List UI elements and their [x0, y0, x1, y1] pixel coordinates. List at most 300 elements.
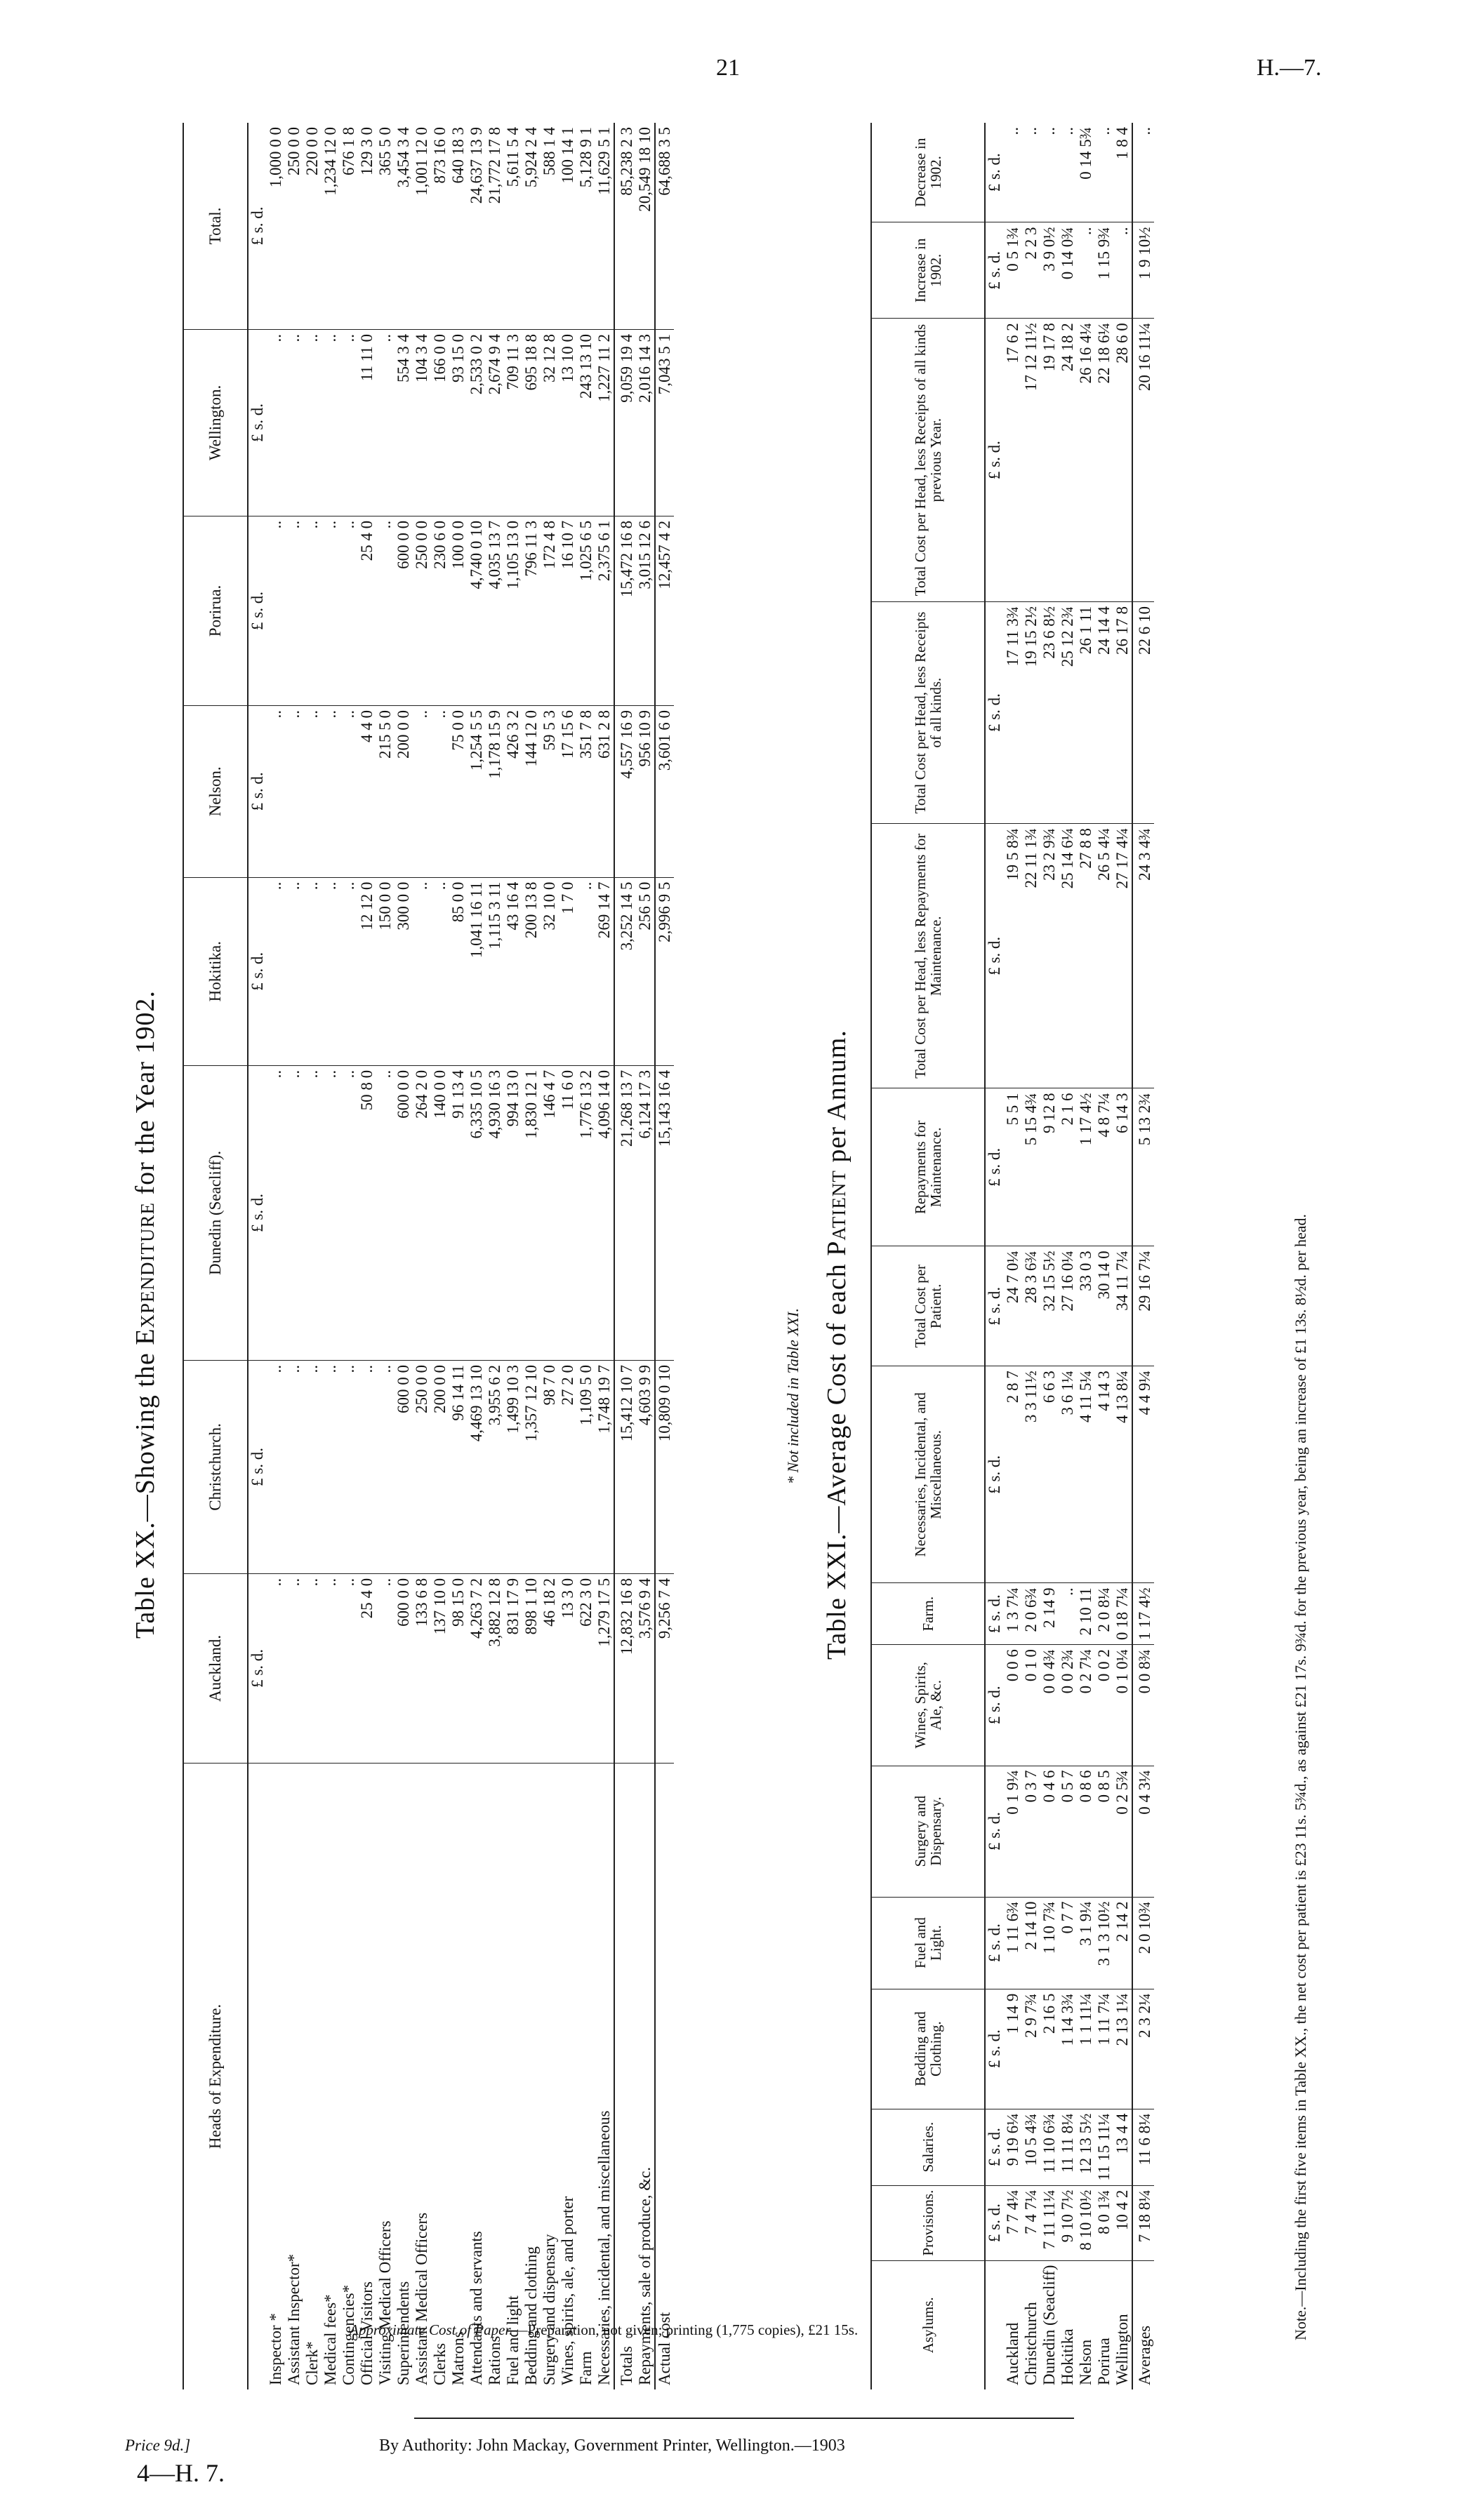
table-cell: 7 7 4¼ [1004, 2185, 1022, 2260]
table-cell: 9 10 7½ [1059, 2185, 1077, 2260]
table-cell: 640 18 3 [449, 123, 468, 329]
row-label: Dunedin (Seacliff) [1040, 2265, 1058, 2385]
table-cell: 146 4 7 [541, 1065, 559, 1360]
table-cell: 11 15 11¼ [1095, 2109, 1113, 2185]
table-cell: 6 14 3 [1113, 1088, 1132, 1246]
footer-reference: 4—H. 7. [137, 2459, 225, 2487]
column-header: Total Cost per Patient. [871, 1246, 985, 1366]
table-cell: 365 5 0 [376, 123, 395, 329]
table-cell: 831 17 9 [504, 1573, 522, 1763]
table-cell: 140 0 0 [431, 1065, 449, 1360]
table-cell: 4 4 9¼ [1132, 1366, 1154, 1583]
table-cell: 0 5 7 [1059, 1766, 1077, 1897]
table-cell: 200 0 0 [431, 1360, 449, 1573]
table-row [267, 123, 285, 2389]
table-cell: 6 6 3 [1040, 1366, 1059, 1583]
row-label: Christchurch [1022, 2302, 1040, 2385]
table-cell: 2 13 1¼ [1113, 1989, 1132, 2109]
table-cell: .. [267, 516, 285, 705]
table-cell: 2,016 14 3 [636, 329, 655, 516]
table-cell: 300 0 0 [395, 877, 413, 1065]
table-cell: .. [322, 877, 340, 1065]
table20-footnote: * Not included in Table XXI. [784, 1308, 802, 1484]
column-header: Hokitika. [183, 877, 248, 1065]
table-cell: 250 0 0 [413, 1360, 431, 1573]
table-cell: .. [285, 1573, 303, 1763]
table-cell: 24 14 4 [1095, 602, 1113, 824]
row-label: Necessaries, incidental, and miscellaneous [595, 2110, 613, 2385]
table-cell: .. [285, 329, 303, 516]
table-cell: 12 12 0 [358, 877, 376, 1065]
row-label: Contingencies* [340, 2284, 357, 2385]
row-label: Bedding and clothing [522, 2246, 540, 2385]
table-cell: 1,115 3 11 [486, 877, 504, 1065]
table-row [577, 123, 595, 2389]
table-row [322, 123, 340, 2389]
unit-label [248, 1763, 267, 2389]
table-cell: 796 11 3 [522, 516, 541, 705]
table-cell: 4 11 5¼ [1077, 1366, 1095, 1583]
table-cell: .. [303, 877, 322, 1065]
table-cell: 91 13 4 [449, 1065, 468, 1360]
table-row [522, 123, 541, 2389]
table-row [1040, 123, 1059, 2389]
table-cell: 1,105 13 0 [504, 516, 522, 705]
table-row [285, 123, 303, 2389]
table-cell: 622 3 0 [577, 1573, 595, 1763]
table-cell: 17 11 3¾ [1004, 602, 1022, 824]
table-cell: 0 0 8¾ [1132, 1645, 1154, 1766]
table-cell: 243 13 10 [577, 329, 595, 516]
unit-label: £ s. d. [985, 1583, 1004, 1645]
table-cell: .. [376, 1065, 395, 1360]
table-cell: 19 5 8¾ [1004, 824, 1022, 1088]
table-cell: 2 0 8¼ [1095, 1583, 1113, 1645]
table-cell: 0 1 0¼ [1113, 1645, 1132, 1766]
unit-label: £ s. d. [985, 1645, 1004, 1766]
table-cell: 23 2 9¾ [1040, 824, 1059, 1088]
table-cell: 2,996 9 5 [655, 877, 674, 1065]
unit-label [985, 2260, 1004, 2389]
table-row [449, 123, 468, 2389]
table-cell: .. [340, 877, 358, 1065]
table-cell: 3 1 9¼ [1077, 1897, 1095, 1989]
row-label: Auckland [1004, 2322, 1021, 2385]
table-cell: 1,254 5 5 [468, 706, 486, 878]
row-label: Nelson [1077, 2339, 1094, 2385]
table-cell: 21,268 13 7 [614, 1065, 636, 1360]
table-cell: 200 13 8 [522, 877, 541, 1065]
table-cell: .. [303, 1360, 322, 1573]
unit-label: £ s. d. [248, 1360, 267, 1573]
row-label: Repayments, sale of produce, &c. [636, 2166, 654, 2385]
row-label: Visiting Medical Officers [376, 2220, 394, 2385]
unit-label: £ s. d. [248, 1573, 267, 1763]
page-reference: H.—7. [1257, 55, 1322, 81]
table-cell: 2 9 7¾ [1022, 1989, 1040, 2109]
table-cell: 1,234 12 0 [322, 123, 340, 329]
table-cell: 34 11 7¼ [1113, 1246, 1132, 1366]
unit-label: £ s. d. [248, 1065, 267, 1360]
row-label: Attendants and servants [468, 2231, 485, 2385]
table-cell: 1 10 7¾ [1040, 1897, 1059, 1989]
unit-label: £ s. d. [985, 1246, 1004, 1366]
table-cell: .. [303, 1065, 322, 1360]
table-cell: 600 0 0 [395, 516, 413, 705]
table-cell: 5 13 2¾ [1132, 1088, 1154, 1246]
table-cell: 98 7 0 [541, 1360, 559, 1573]
column-header: Christchurch. [183, 1360, 248, 1573]
row-label: Fuel and light [504, 2295, 522, 2385]
table-cell: 695 18 8 [522, 329, 541, 516]
table-cell: 85,238 2 3 [614, 123, 636, 329]
table-cell: 3 1 3 10½ [1095, 1897, 1113, 1989]
table-cell: 1,001 12 0 [413, 123, 431, 329]
unit-label: £ s. d. [248, 123, 267, 329]
table-cell: 3 9 0½ [1040, 222, 1059, 319]
table-cell: .. [376, 1360, 395, 1573]
table-cell: 2 0 10¾ [1132, 1897, 1154, 1989]
table-cell: .. [376, 329, 395, 516]
table-row [1004, 123, 1022, 2389]
table-cell: 15,143 16 4 [655, 1065, 674, 1360]
table20-title: Table XX.—Showing the Expenditure for the Year 1902. [131, 990, 160, 1639]
table-cell: 5 5 1 [1004, 1088, 1022, 1246]
table-cell: 4,740 0 10 [468, 516, 486, 705]
table-cell: 2 0 6¾ [1022, 1583, 1040, 1645]
table-cell: 104 3 4 [413, 329, 431, 516]
paper-cost: Approximate Cost of Paper.—Preparation, not given; printing (1,775 copies), £21 15s. [350, 2321, 859, 2338]
table-cell: 1 8 4 [1113, 123, 1132, 222]
footer-rule [414, 2418, 1074, 2419]
table-cell: 27 16 0¼ [1059, 1246, 1077, 1366]
table-cell: 5 15 4¾ [1022, 1088, 1040, 1246]
unit-label: £ s. d. [985, 123, 1004, 222]
table-cell: .. [322, 516, 340, 705]
table-cell: 9 12 8 [1040, 1088, 1059, 1246]
table-cell: 15,472 16 8 [614, 516, 636, 705]
table-cell: 20,549 18 10 [636, 123, 655, 329]
column-header: Auckland. [183, 1573, 248, 1763]
table-cell: .. [340, 1573, 358, 1763]
table-cell: 85 0 0 [449, 877, 468, 1065]
table-cell: 22 11 1¾ [1022, 824, 1040, 1088]
table-cell: 4,930 16 3 [486, 1065, 504, 1360]
table-row [431, 123, 449, 2389]
table-cell: 2,674 9 4 [486, 329, 504, 516]
table-cell: 1,357 12 10 [522, 1360, 541, 1573]
row-label: Actual cost [655, 1763, 674, 2389]
table-cell: 269 14 7 [595, 877, 614, 1065]
table-row [541, 123, 559, 2389]
table-cell: .. [285, 1065, 303, 1360]
table-row [358, 123, 376, 2389]
table-cell: 24,637 13 9 [468, 123, 486, 329]
table-cell: 0 8 6 [1077, 1766, 1095, 1897]
table-cell: 256 5 0 [636, 877, 655, 1065]
table-cell: 3,454 3 4 [395, 123, 413, 329]
row-label: Clerk* [303, 2341, 321, 2385]
table20 [183, 123, 674, 2389]
table-cell: .. [267, 877, 285, 1065]
table-cell: 43 16 4 [504, 877, 522, 1065]
table-cell: 13 4 4 [1113, 2109, 1132, 2185]
unit-label: £ s. d. [248, 706, 267, 878]
row-label: Assistant Inspector* [285, 2253, 303, 2385]
table-row [1077, 123, 1095, 2389]
table-cell: 32 15 5½ [1040, 1246, 1059, 1366]
table-cell: 4,263 7 2 [468, 1573, 486, 1763]
table-cell: 3,252 14 5 [614, 877, 636, 1065]
table-cell: 17 6 2 [1004, 319, 1022, 602]
table-cell: 26 17 8 [1113, 602, 1132, 824]
table-cell: 4,603 9 9 [636, 1360, 655, 1573]
table-cell: 7 18 8¼ [1132, 2185, 1154, 2260]
unit-label: £ s. d. [985, 222, 1004, 319]
table-cell: 7 4 7¼ [1022, 2185, 1040, 2260]
column-header: Total Cost per Head, less Repayments for Maintenance. [871, 824, 985, 1088]
table-cell: .. [376, 516, 395, 705]
table21-title: Table XXI.—Average Cost of each Patient per Annum. [822, 1029, 852, 1660]
table-cell: 26 16 4¼ [1077, 319, 1095, 602]
table-cell: .. [285, 877, 303, 1065]
actual-row [655, 123, 674, 2389]
table-cell: 11 6 0 [559, 1065, 577, 1360]
table-cell: 10 4 2 [1113, 2185, 1132, 2260]
table-cell: 956 10 9 [636, 706, 655, 878]
table-cell: 150 0 0 [376, 877, 395, 1065]
unit-label: £ s. d. [985, 319, 1004, 602]
table-cell: .. [431, 877, 449, 1065]
table-cell: 9,059 19 4 [614, 329, 636, 516]
price: Price 9d.] [125, 2436, 191, 2454]
table-cell: .. [303, 329, 322, 516]
table-cell: 264 2 0 [413, 1065, 431, 1360]
row-label: Totals [614, 1763, 636, 2389]
table-cell: 1 11 7¼ [1095, 1989, 1113, 2109]
table-cell: 631 2 8 [595, 706, 614, 878]
table-cell: 2 14 2 [1113, 1897, 1132, 1989]
table-cell: .. [322, 1065, 340, 1360]
table-cell: 0 0 4¾ [1040, 1645, 1059, 1766]
table-row [1022, 123, 1040, 2389]
table-cell: 0 8 5 [1095, 1766, 1113, 1897]
unit-label: £ s. d. [248, 516, 267, 705]
table-cell: 6,335 10 5 [468, 1065, 486, 1360]
table-cell: 0 5 1¾ [1004, 222, 1022, 319]
column-header: Nelson. [183, 706, 248, 878]
table-cell: 1 11 6¾ [1004, 1897, 1022, 1989]
table-cell: .. [285, 706, 303, 878]
table-cell: .. [322, 1360, 340, 1573]
table-cell: 10,809 0 10 [655, 1360, 674, 1573]
table-row [595, 123, 614, 2389]
table-cell: 0 0 6 [1004, 1645, 1022, 1766]
table-cell: 22 6 10 [1132, 602, 1154, 824]
table-cell: 33 0 3 [1077, 1246, 1095, 1366]
table-cell: 12,457 4 2 [655, 516, 674, 705]
row-label: Superintendents [395, 2281, 412, 2385]
table-cell: .. [1059, 123, 1077, 222]
table-cell: 3,882 12 8 [486, 1573, 504, 1763]
column-header: Heads of Expenditure. [183, 1763, 248, 2389]
table-cell: 1 1 11¼ [1077, 1989, 1095, 2109]
table-cell: 1,776 13 2 [577, 1065, 595, 1360]
table-cell: 230 6 0 [431, 516, 449, 705]
table-cell: .. [322, 706, 340, 878]
table-cell: 96 14 11 [449, 1360, 468, 1573]
table-cell: 24 18 2 [1059, 319, 1077, 602]
table-cell: .. [376, 1573, 395, 1763]
page-number: 21 [716, 55, 740, 81]
unit-label: £ s. d. [985, 1766, 1004, 1897]
row-label: Medical fees* [322, 2294, 339, 2385]
table-cell: 5,128 9 1 [577, 123, 595, 329]
table-cell: 144 12 0 [522, 706, 541, 878]
table-cell: 1 14 3¾ [1059, 1989, 1077, 2109]
table-cell: .. [431, 706, 449, 878]
table-cell: 426 3 2 [504, 706, 522, 878]
table-cell: .. [413, 877, 431, 1065]
table-cell: 4 8 7¼ [1095, 1088, 1113, 1246]
table-cell: 250 0 0 [285, 123, 303, 329]
table-cell: 898 1 10 [522, 1573, 541, 1763]
table-cell: .. [577, 877, 595, 1065]
table-row [486, 123, 504, 2389]
table-cell: 64,688 3 5 [655, 123, 674, 329]
table-cell: .. [322, 329, 340, 516]
table-cell: 19 17 8 [1040, 319, 1059, 602]
table-cell: 24 7 0¼ [1004, 1246, 1022, 1366]
table-cell: 8 0 1¾ [1095, 2185, 1113, 2260]
row-label: Farm [577, 2351, 595, 2385]
table-cell: 0 2 5¾ [1113, 1766, 1132, 1897]
row-label: Clerks [431, 2342, 449, 2385]
row-label: Inspector * [267, 2313, 284, 2385]
table-cell: 0 18 7¼ [1113, 1583, 1132, 1645]
table-cell: 12 13 5½ [1077, 2109, 1095, 2185]
column-header: Decrease in 1902. [871, 123, 985, 222]
row-label: Official Visitors [358, 2281, 376, 2385]
table-cell: 24 3 4¾ [1132, 824, 1154, 1088]
table-cell: 28 3 6¾ [1022, 1246, 1040, 1366]
table-cell: 4,557 16 9 [614, 706, 636, 878]
table-cell: 1,109 5 0 [577, 1360, 595, 1573]
table-cell: 32 12 8 [541, 329, 559, 516]
rotated-tables [109, 123, 1330, 2396]
table-cell: .. [1132, 123, 1154, 222]
table-cell: 4,469 13 10 [468, 1360, 486, 1573]
table-cell: .. [1040, 123, 1059, 222]
table-cell: 32 10 0 [541, 877, 559, 1065]
table-cell: 2,533 0 2 [468, 329, 486, 516]
table-cell: .. [267, 1360, 285, 1573]
table-cell: 59 5 3 [541, 706, 559, 878]
table-cell: .. [413, 706, 431, 878]
unit-label: £ s. d. [985, 602, 1004, 824]
table-cell: 27 17 4¼ [1113, 824, 1132, 1088]
table-cell: .. [285, 516, 303, 705]
unit-label: £ s. d. [985, 2109, 1004, 2185]
table-cell: 6,124 17 3 [636, 1065, 655, 1360]
table-cell: .. [1095, 123, 1113, 222]
row-label: Averages [1132, 2260, 1154, 2389]
table-row [559, 123, 577, 2389]
column-header: Bedding and Clothing. [871, 1989, 985, 2109]
table-cell: 16 10 7 [559, 516, 577, 705]
table-cell: 1 17 4½ [1132, 1583, 1154, 1645]
table-cell: 0 3 7 [1022, 1766, 1040, 1897]
table-cell: 676 1 8 [340, 123, 358, 329]
column-header: Total Cost per Head, less Receipts of all kinds previous Year. [871, 319, 985, 602]
unit-label: £ s. d. [985, 1989, 1004, 2109]
averages-row [1132, 123, 1154, 2389]
table21 [870, 123, 1154, 2389]
table-cell: .. [1022, 123, 1040, 222]
table-cell: 3,576 9 4 [636, 1573, 655, 1763]
table-cell: 11 11 8¼ [1059, 2109, 1077, 2185]
table-cell: 15,412 10 7 [614, 1360, 636, 1573]
table-cell: 1,748 19 7 [595, 1360, 614, 1573]
column-header: Asylums. [871, 2260, 985, 2389]
table-cell: 1 7 0 [559, 877, 577, 1065]
table-cell: .. [267, 329, 285, 516]
table-cell: 25 12 2¾ [1059, 602, 1077, 824]
table-cell: 98 15 0 [449, 1573, 468, 1763]
table-cell: 93 15 0 [449, 329, 468, 516]
table-row [1095, 123, 1113, 2389]
table-cell: 10 5 4¾ [1022, 2109, 1040, 2185]
table-row [468, 123, 486, 2389]
table-cell: 3,601 6 0 [655, 706, 674, 878]
column-header: Wines, Spirits, Ale, &c. [871, 1645, 985, 1766]
table-cell: .. [303, 706, 322, 878]
table-cell: 0 0 2 [1095, 1645, 1113, 1766]
table-cell: 12,832 16 8 [614, 1573, 636, 1763]
table-cell: 588 1 4 [541, 123, 559, 329]
table-cell: 17 15 6 [559, 706, 577, 878]
row-label: Assistant Medical Officers [413, 2212, 430, 2385]
table-cell: 11 11 0 [358, 329, 376, 516]
printer-authority: By Authority: John Mackay, Government Printer, Wellington.—1903 [379, 2436, 845, 2455]
table-cell: .. [303, 1573, 322, 1763]
table-cell: 75 0 0 [449, 706, 468, 878]
table-cell: 13 10 0 [559, 329, 577, 516]
table-cell: 215 5 0 [376, 706, 395, 878]
table-cell: 1 14 9 [1004, 1989, 1022, 2109]
table-cell: 2 10 11 [1077, 1583, 1095, 1645]
row-label: Hokitika [1059, 2328, 1076, 2385]
column-header: Surgery and Dispensary. [871, 1766, 985, 1897]
table-cell: 1 3 7¼ [1004, 1583, 1022, 1645]
table-cell: 4,096 14 0 [595, 1065, 614, 1360]
column-header: Provisions. [871, 2185, 985, 2260]
table-cell: 25 4 0 [358, 516, 376, 705]
table-cell: .. [303, 516, 322, 705]
table-cell: 0 14 0¾ [1059, 222, 1077, 319]
row-label: Matrons [449, 2331, 467, 2385]
table-cell: .. [267, 1065, 285, 1360]
table-cell: 1,279 17 5 [595, 1573, 614, 1763]
table-cell: 0 4 3¼ [1132, 1766, 1154, 1897]
table-cell: 25 14 6¼ [1059, 824, 1077, 1088]
table-cell: 20 16 11¼ [1132, 319, 1154, 602]
table-cell: 0 7 7 [1059, 1897, 1077, 1989]
table-cell: 8 10 10½ [1077, 2185, 1095, 2260]
unit-label: £ s. d. [985, 2185, 1004, 2260]
table-cell: 2,375 6 1 [595, 516, 614, 705]
table-cell: .. [1059, 1583, 1077, 1645]
